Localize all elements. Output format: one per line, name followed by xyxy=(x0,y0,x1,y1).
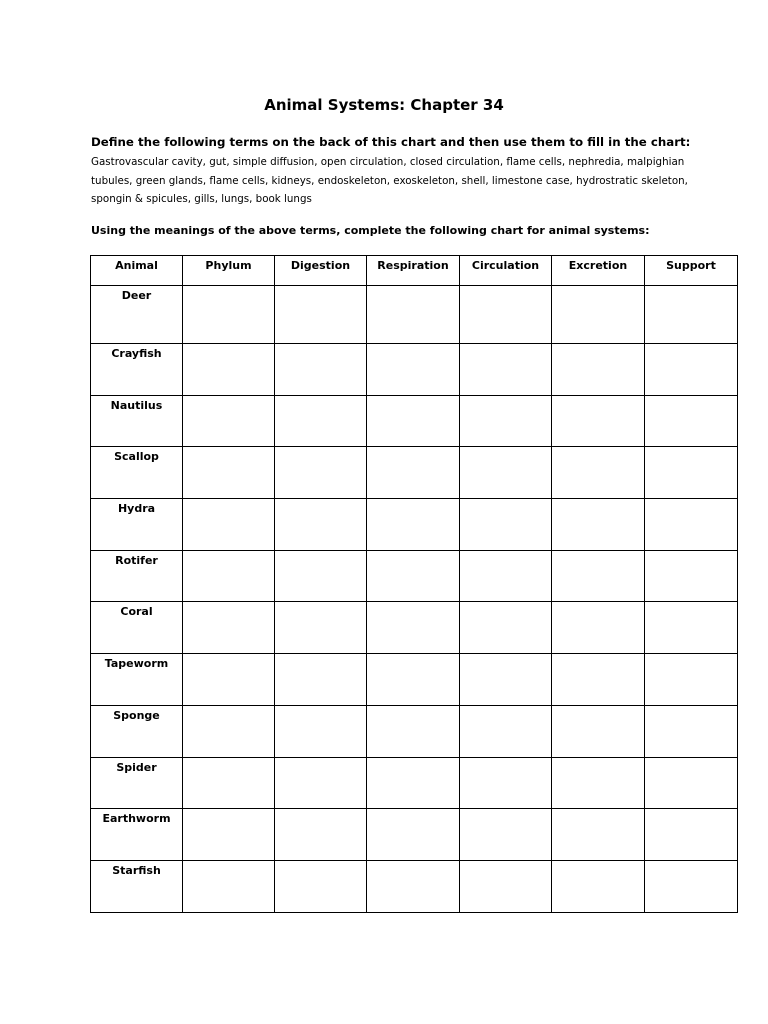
digestion-cell[interactable] xyxy=(275,809,367,861)
circulation-cell[interactable] xyxy=(460,286,552,344)
support-cell[interactable] xyxy=(645,654,738,706)
table-row xyxy=(91,344,738,396)
table-header-row xyxy=(91,256,738,286)
circulation-cell[interactable] xyxy=(460,757,552,809)
circulation-cell[interactable] xyxy=(460,809,552,861)
digestion-cell[interactable] xyxy=(275,705,367,757)
phylum-cell[interactable] xyxy=(183,395,275,447)
excretion-cell[interactable] xyxy=(552,447,645,499)
excretion-cell[interactable] xyxy=(552,499,645,551)
digestion-cell[interactable] xyxy=(275,395,367,447)
column-header-digestion: Digestion xyxy=(275,256,367,286)
table-row xyxy=(91,447,738,499)
animal-name-cell: Tapeworm xyxy=(91,654,183,706)
table-body xyxy=(91,286,738,913)
support-cell[interactable] xyxy=(645,499,738,551)
animal-name-cell: Scallop xyxy=(91,447,183,499)
table-row xyxy=(91,395,738,447)
support-cell[interactable] xyxy=(645,550,738,602)
terms-line: tubules, green glands, flame cells, kidneys, endoskeleton, exoskeleton, shell, limestone case, hydrostratic skeleton, xyxy=(91,174,688,187)
digestion-cell[interactable] xyxy=(275,757,367,809)
animal-name-cell: Deer xyxy=(91,286,183,344)
support-cell[interactable] xyxy=(645,860,738,912)
circulation-cell[interactable] xyxy=(460,705,552,757)
phylum-cell[interactable] xyxy=(183,602,275,654)
respiration-cell[interactable] xyxy=(367,344,460,396)
support-cell[interactable] xyxy=(645,344,738,396)
circulation-cell[interactable] xyxy=(460,447,552,499)
column-header-circulation: Circulation xyxy=(460,256,552,286)
phylum-cell[interactable] xyxy=(183,705,275,757)
table-row xyxy=(91,654,738,706)
phylum-cell[interactable] xyxy=(183,286,275,344)
chart-instructions-text: Using the meanings of the above terms, complete the following chart for animal systems: xyxy=(91,224,650,237)
table-row xyxy=(91,860,738,912)
terms-list xyxy=(91,153,731,209)
digestion-cell[interactable] xyxy=(275,447,367,499)
table-row xyxy=(91,550,738,602)
animal-name-cell: Coral xyxy=(91,602,183,654)
column-header-support: Support xyxy=(645,256,738,286)
phylum-cell[interactable] xyxy=(183,499,275,551)
phylum-cell[interactable] xyxy=(183,757,275,809)
respiration-cell[interactable] xyxy=(367,499,460,551)
animal-name-cell: Starfish xyxy=(91,860,183,912)
circulation-cell[interactable] xyxy=(460,860,552,912)
excretion-cell[interactable] xyxy=(552,395,645,447)
page-title: Animal Systems: Chapter 34 xyxy=(264,96,504,114)
instructions-text: Define the following terms on the back of this chart and then use them to fill in the chart: xyxy=(91,135,691,149)
support-cell[interactable] xyxy=(645,447,738,499)
table-row xyxy=(91,757,738,809)
respiration-cell[interactable] xyxy=(367,757,460,809)
respiration-cell[interactable] xyxy=(367,860,460,912)
terms-line: Gastrovascular cavity, gut, simple diffusion, open circulation, closed circulation, flame cells, nephredia, malpighian xyxy=(91,156,685,168)
excretion-cell[interactable] xyxy=(552,550,645,602)
table-row xyxy=(91,286,738,344)
excretion-cell[interactable] xyxy=(552,860,645,912)
circulation-cell[interactable] xyxy=(460,654,552,706)
respiration-cell[interactable] xyxy=(367,395,460,447)
support-cell[interactable] xyxy=(645,286,738,344)
support-cell[interactable] xyxy=(645,602,738,654)
digestion-cell[interactable] xyxy=(275,499,367,551)
column-header-animal: Animal xyxy=(91,256,183,286)
phylum-cell[interactable] xyxy=(183,860,275,912)
respiration-cell[interactable] xyxy=(367,654,460,706)
circulation-cell[interactable] xyxy=(460,395,552,447)
digestion-cell[interactable] xyxy=(275,860,367,912)
phylum-cell[interactable] xyxy=(183,344,275,396)
digestion-cell[interactable] xyxy=(275,286,367,344)
animal-systems-table xyxy=(90,255,738,913)
phylum-cell[interactable] xyxy=(183,550,275,602)
digestion-cell[interactable] xyxy=(275,550,367,602)
respiration-cell[interactable] xyxy=(367,809,460,861)
respiration-cell[interactable] xyxy=(367,705,460,757)
excretion-cell[interactable] xyxy=(552,757,645,809)
support-cell[interactable] xyxy=(645,395,738,447)
excretion-cell[interactable] xyxy=(552,344,645,396)
digestion-cell[interactable] xyxy=(275,602,367,654)
circulation-cell[interactable] xyxy=(460,602,552,654)
table-row xyxy=(91,602,738,654)
circulation-cell[interactable] xyxy=(460,550,552,602)
respiration-cell[interactable] xyxy=(367,602,460,654)
respiration-cell[interactable] xyxy=(367,286,460,344)
excretion-cell[interactable] xyxy=(552,602,645,654)
column-header-excretion: Excretion xyxy=(552,256,645,286)
animal-name-cell: Hydra xyxy=(91,499,183,551)
animal-name-cell: Earthworm xyxy=(91,809,183,861)
excretion-cell[interactable] xyxy=(552,654,645,706)
phylum-cell[interactable] xyxy=(183,809,275,861)
animal-name-cell: Sponge xyxy=(91,705,183,757)
table-row xyxy=(91,809,738,861)
support-cell[interactable] xyxy=(645,757,738,809)
column-header-respiration: Respiration xyxy=(367,256,460,286)
respiration-cell[interactable] xyxy=(367,447,460,499)
animal-name-cell: Rotifer xyxy=(91,550,183,602)
phylum-cell[interactable] xyxy=(183,654,275,706)
animal-name-cell: Crayfish xyxy=(91,344,183,396)
terms-line: spongin & spicules, gills, lungs, book lungs xyxy=(91,193,312,205)
circulation-cell[interactable] xyxy=(460,344,552,396)
digestion-cell[interactable] xyxy=(275,654,367,706)
animal-name-cell: Spider xyxy=(91,757,183,809)
circulation-cell[interactable] xyxy=(460,499,552,551)
animal-name-cell: Nautilus xyxy=(91,395,183,447)
support-cell[interactable] xyxy=(645,809,738,861)
support-cell[interactable] xyxy=(645,705,738,757)
excretion-cell[interactable] xyxy=(552,286,645,344)
excretion-cell[interactable] xyxy=(552,809,645,861)
table-row xyxy=(91,705,738,757)
column-header-phylum: Phylum xyxy=(183,256,275,286)
table-row xyxy=(91,499,738,551)
digestion-cell[interactable] xyxy=(275,344,367,396)
respiration-cell[interactable] xyxy=(367,550,460,602)
excretion-cell[interactable] xyxy=(552,705,645,757)
phylum-cell[interactable] xyxy=(183,447,275,499)
